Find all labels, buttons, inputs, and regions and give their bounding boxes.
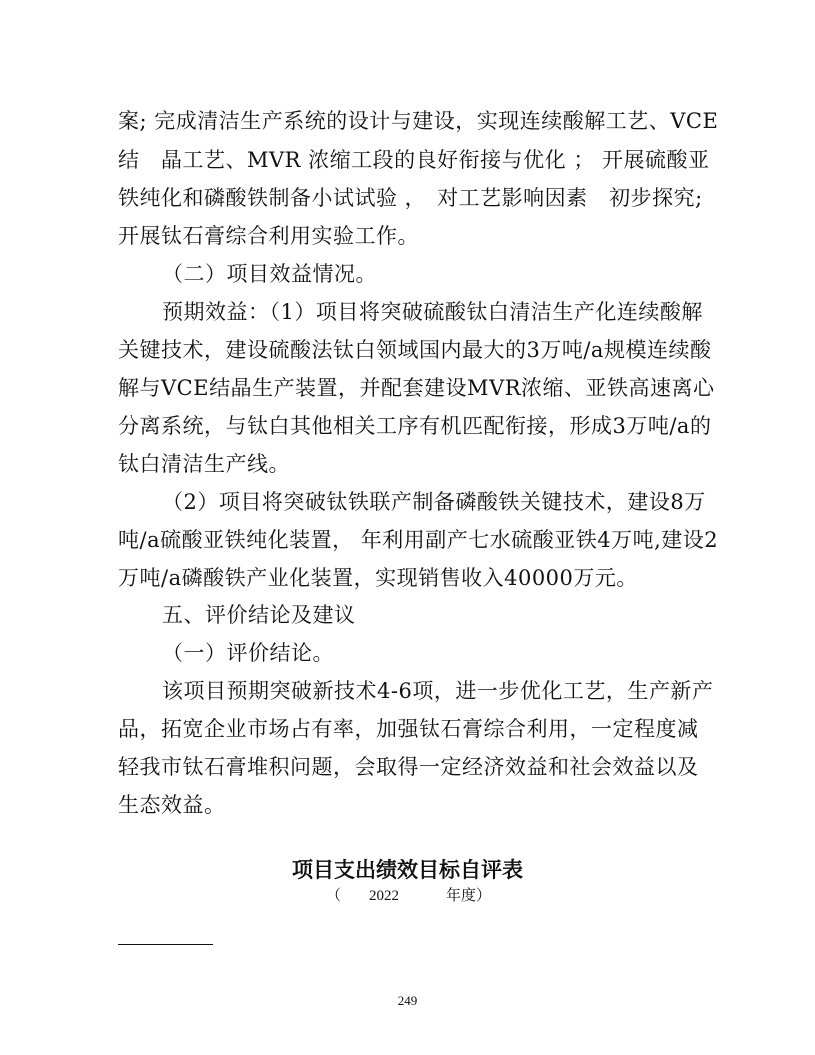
paragraph-line-4: 开展钛石膏综合利用实验工作。 [118, 224, 419, 248]
paragraph-line-3: 铁纯化和磷酸铁制备小试试验 ， 对工艺影响因素 初步探究; [118, 186, 703, 210]
paragraph-line-1: 案; 完成清洁生产系统的设计与建设，实现连续酸解工艺、VCE [118, 109, 719, 133]
paragraph-line-17: 品，拓宽企业市场占有率，加强钛石膏综合利用，一定程度减 [118, 717, 699, 741]
subsection-heading-evaluation: （一）评价结论。 [162, 641, 334, 665]
paragraph-line-10: 钛白清洁生产线。 [118, 452, 290, 476]
paragraph-line-12: 吨/a硫酸亚铁纯化装置， 年利用副产七水硫酸亚铁4万吨,建设2 [118, 528, 719, 552]
paragraph-line-7: 关键技术，建设硫酸法钛白领域国内最大的3万吨/a规模连续酸 [118, 338, 712, 362]
paragraph-line-2: 结 晶工艺、MVR 浓缩工段的良好衔接与优化 ； 开展硫酸亚 [118, 148, 710, 172]
page-number: 249 [397, 993, 418, 1008]
paragraph-line-6: 预期效益：（1）项目将突破硫酸钛白清洁生产化连续酸解 [162, 300, 703, 324]
paragraph-line-18: 轻我市钛石膏堆积问题，会取得一定经济效益和社会效益以及 [118, 755, 699, 779]
year-open-paren: （ [326, 888, 342, 904]
paragraph-line-13: 万吨/a磷酸铁产业化装置，实现销售收入40000万元。 [118, 566, 638, 590]
section-heading-conclusion: 五、评价结论及建议 [162, 603, 356, 627]
footnote-divider [118, 944, 213, 945]
paragraph-line-19: 生态效益。 [118, 793, 226, 817]
year-suffix: 年度） [446, 888, 492, 904]
table-title: 项目支出绩效目标自评表 [292, 858, 523, 882]
year-value: 2022 [369, 888, 399, 904]
paragraph-line-8: 解与VCE结晶生产装置，并配套建设MVR浓缩、亚铁高速离心 [118, 376, 715, 400]
paragraph-line-16: 该项目预期突破新技术4-6项，进一步优化工艺，生产新产 [162, 679, 714, 703]
paragraph-line-9: 分离系统，与钛白其他相关工序有机匹配衔接，形成3万吨/a的 [118, 414, 712, 438]
paragraph-line-11: （2）项目将突破钛铁联产制备磷酸铁关键技术，建设8万 [162, 490, 706, 514]
year-line [0, 885, 815, 907]
section-heading-benefits: （二）项目效益情况。 [162, 262, 377, 286]
